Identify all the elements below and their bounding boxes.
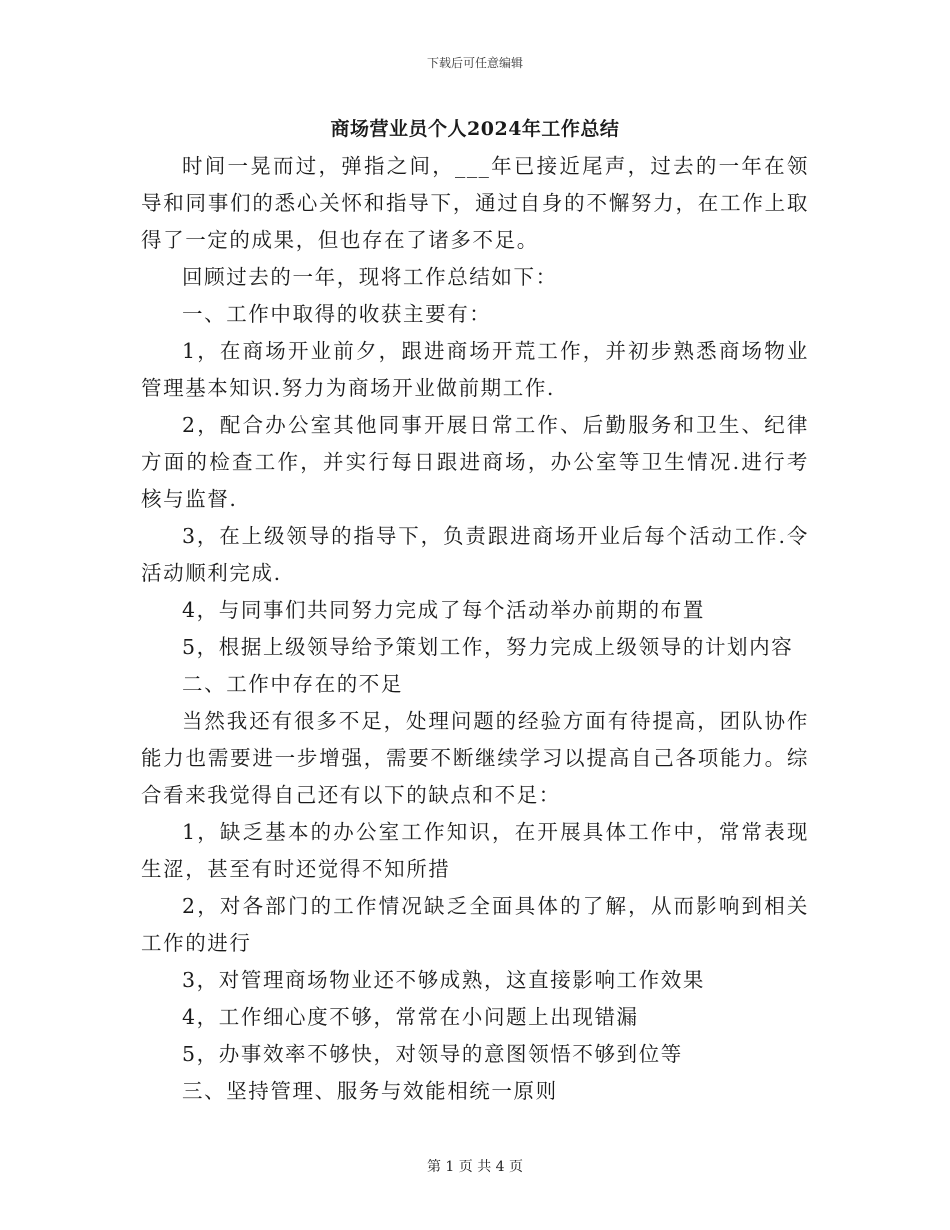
page-number: 第 1 页 共 4 页 [426, 1159, 524, 1175]
gain-item-5: 5，根据上级领导给予策划工作，努力完成上级领导的计划内容 [182, 635, 794, 659]
gain-item-2: 2，配合办公室其他同事开展日常工作、后勤服务和卫生、纪律方面的检查工作，并实行每日跟进商场，办公室等卫生情况.进行考核与监督. [141, 413, 809, 511]
shortcoming-item-4: 4，工作细心度不够，常常在小问题上出现错漏 [182, 1005, 639, 1029]
shortcoming-item-3: 3，对管理商场物业还不够成熟，这直接影响工作效果 [182, 968, 705, 992]
shortcoming-item-5: 5，办事效率不够快，对领导的意图领悟不够到位等 [182, 1042, 683, 1066]
shortcoming-item-1: 1，缺乏基本的办公室工作知识，在开展具体工作中，常常表现生涩，甚至有时还觉得不知所措 [141, 820, 809, 881]
section-heading-shortcomings: 二、工作中存在的不足 [182, 672, 403, 696]
section-heading-gains: 一、工作中取得的收获主要有： [182, 302, 492, 326]
paragraph-review: 回顾过去的一年，现将工作总结如下： [182, 265, 558, 289]
gain-item-4: 4，与同事们共同努力完成了每个活动举办前期的布置 [182, 598, 705, 622]
document-title: 商场营业员个人2024年工作总结 [330, 118, 620, 140]
paragraph-intro: 时间一晃而过，弹指之间，___年已接近尾声，过去的一年在领导和同事们的悉心关怀和指导下，通过自身的不懈努力，在工作上取得了一定的成果，但也存在了诸多不足。 [141, 154, 809, 252]
gain-item-1: 1，在商场开业前夕，跟进商场开荒工作，并初步熟悉商场物业管理基本知识.努力为商场开业做前期工作. [141, 339, 809, 400]
shortcoming-item-2: 2，对各部门的工作情况缺乏全面具体的了解，从而影响到相关工作的进行 [141, 894, 809, 955]
document-body [141, 148, 809, 1110]
gain-item-3: 3，在上级领导的指导下，负责跟进商场开业后每个活动工作.令活动顺利完成. [141, 524, 809, 585]
page-header-note: 下载后可任意编辑 [426, 56, 523, 70]
section-heading-principle: 三、坚持管理、服务与效能相统一原则 [182, 1079, 558, 1103]
paragraph-shortcomings-intro: 当然我还有很多不足，处理问题的经验方面有待提高，团队协作能力也需要进一步增强，需要不断继续学习以提高自己各项能力。综合看来我觉得自己还有以下的缺点和不足： [141, 709, 809, 807]
